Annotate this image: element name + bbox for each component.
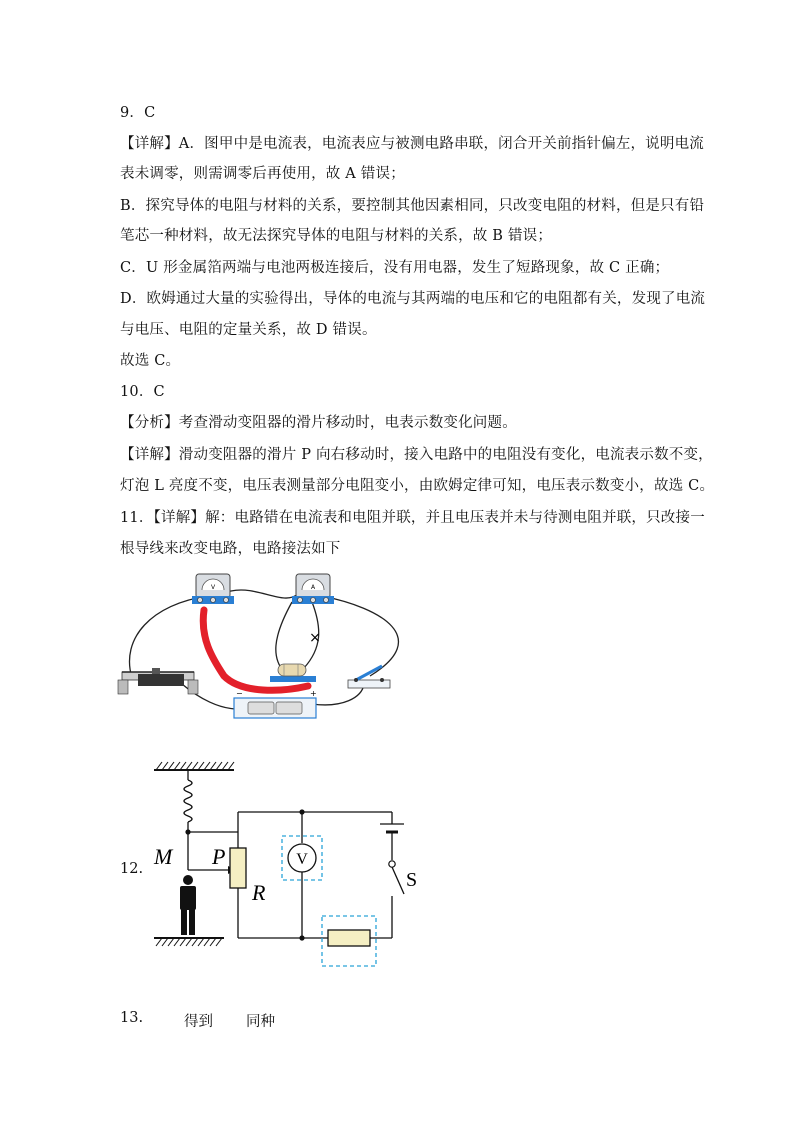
q9-line-1: 【详解】A．图甲中是电流表，电流表应与被测电路串联，闭合开关前指针偏左，说明电流	[120, 136, 704, 152]
ammeter-device	[292, 574, 334, 604]
rheostat-device	[118, 668, 198, 694]
q9-line-2: 表未调零，则需调零后再使用，故 A 错误；	[120, 166, 405, 182]
battery-plus-sign: +	[310, 689, 317, 698]
label-R: R	[252, 880, 266, 905]
q13-answer-2: 同种	[246, 1014, 275, 1030]
fixed-resistor-device	[270, 664, 316, 682]
q11-circuit-illustration	[112, 568, 432, 728]
q12-number: 12.	[120, 861, 144, 877]
person-figure	[180, 875, 196, 935]
q10-line-3: 灯泡 L 亮度不变，电压表测量部分电阻变小，由欧姆定律可知，电压表示数变小，故选 C。	[120, 478, 715, 494]
wire-ammeter-right-loop	[322, 596, 398, 676]
q9-heading: 9．C	[120, 105, 156, 121]
knife-switch-device	[348, 666, 390, 688]
voltmeter-letter: V	[210, 584, 216, 591]
rheostat-R	[230, 848, 246, 888]
battery-minus-sign: −	[236, 689, 243, 698]
q10-line-2: 【详解】滑动变阻器的滑片 P 向右移动时，接入电路中的电阻没有变化，电流表示数不变，	[120, 447, 713, 463]
spring	[184, 780, 192, 822]
q11-line-1: 11．【详解】解：电路错在电流表和电阻并联，并且电压表并未与待测电阻并联，只改接一	[120, 510, 705, 526]
q9-line-5: C．U 形金属箔两端与电池两极连接后，没有用电器，发生了短路现象，故 C 正确；	[120, 260, 670, 276]
wire-ammeter-to-resistor	[276, 602, 292, 672]
cross-mark: ×	[309, 630, 321, 646]
ammeter-letter: A	[310, 584, 316, 591]
voltmeter-device	[192, 574, 234, 604]
q9-line-8: 故选 C。	[120, 353, 181, 369]
q11-line-2: 根导线来改变电路，电路接法如下	[120, 541, 341, 557]
fixed-resistor	[328, 930, 370, 946]
q13-number: 13.	[120, 1010, 144, 1026]
switch-S-blade	[392, 867, 404, 894]
wire-left-loop	[129, 596, 208, 678]
q13-answer-1: 得到	[184, 1014, 213, 1030]
voltmeter-symbol-label: V	[296, 851, 308, 868]
q9-line-7: 与电压、电阻的定量关系，故 D 错误。	[120, 322, 377, 338]
q10-heading: 10．C	[120, 384, 165, 400]
q9-line-4: 笔芯一种材料，故无法探究导体的电阻与材料的关系，故 B 错误；	[120, 228, 553, 244]
label-S: S	[406, 869, 418, 891]
q9-line-3: B．探究导体的电阻与材料的关系，要控制其他因素相同，只改变电阻的材料，但是只有铅	[120, 198, 705, 214]
q9-line-6: D．欧姆通过大量的实验得出，导体的电流与其两端的电压和它的电阻都有关，发现了电流	[120, 291, 706, 307]
label-P: P	[212, 844, 226, 869]
label-M: M	[154, 844, 173, 869]
q12-circuit-diagram	[148, 756, 418, 968]
q10-line-1: 【分析】考查滑动变阻器的滑片移动时，电表示数变化问题。	[120, 415, 517, 431]
